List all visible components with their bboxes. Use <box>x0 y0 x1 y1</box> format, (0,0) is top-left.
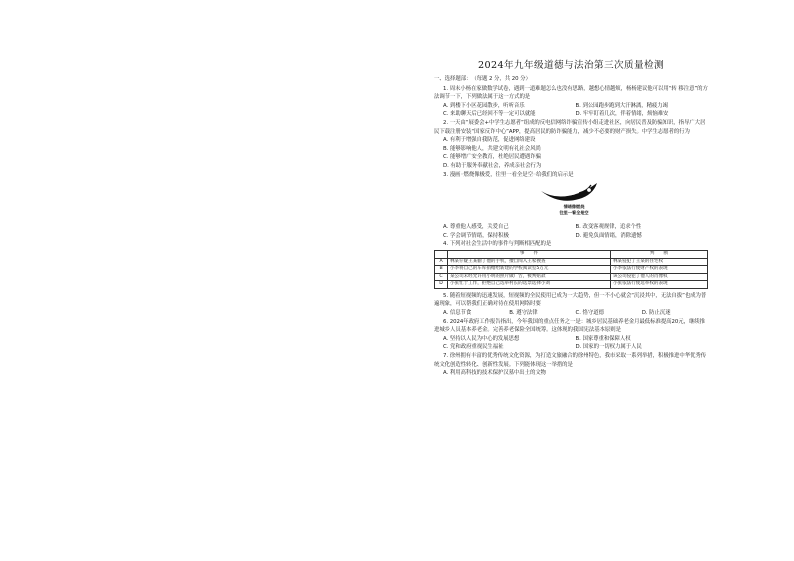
option-d: D. 避免负面情绪，消除遗憾 <box>575 232 642 239</box>
exam-title: 2024年九年级道德与法治第三次质量检测 <box>478 60 664 71</box>
option-a: A. 信息节食 <box>443 310 472 317</box>
option-d: D. 防止沉迷 <box>641 310 671 317</box>
row-event: 小张忙于工作，拒绝自己选举村长的选票选择小刘 <box>448 281 611 289</box>
row-letter: A <box>435 258 448 266</box>
caption-line-1: 情绪像燃烧 <box>563 204 585 210</box>
option-b: B. 国家尊重和保障人权 <box>575 335 631 342</box>
row-letter: B <box>435 266 448 274</box>
caption-line-2: 往里一看全是空 <box>559 210 589 216</box>
option-c: C. 来助聊天后已经回不等一定可以就能 <box>443 111 536 118</box>
cartoon-illustration <box>539 181 603 205</box>
option-a: A. 坚持以人民为中心的发展思想 <box>443 335 520 342</box>
table-header-event: 事 件 <box>448 250 611 258</box>
option-c: C. 学会调节情绪，保持积极 <box>443 232 509 239</box>
question-4-stem: 4. 下列对社会生活中的事件与判断相匹配的是 <box>443 241 552 248</box>
question-1-options-row2 <box>434 110 708 119</box>
option-c: C. 恪守道德 <box>575 310 604 317</box>
row-letter: C <box>435 273 448 281</box>
row-judgement: 林某侵犯了王某的住宅权 <box>611 258 708 266</box>
question-2-stem: 2. 一天由“展委会+中学生志愿者”组成的反电信网络诈骗宣传小组走进社区，向居民普及防骗知识，指导广大居民下载注册安装“国家反诈中心”APP，提高居民的防诈骗能力，减少不必要的财产损失。中学生志愿者的行为 <box>434 119 706 135</box>
section-heading: 一、选择题部： （每题 2 分，共 20 分） <box>434 76 531 82</box>
question-1-options-row1 <box>434 102 708 111</box>
row-judgement: 小李依法行使财产权的表现 <box>611 266 708 274</box>
row-event: 某公司未经允许用小明的照片做广告，被判赔款 <box>448 273 611 281</box>
question-6-stem: 6. 2024年政府工作报告指出，今年我国的重点任务之一是：城乡居民基础养老金月最低标准提高20元，继续推进城乡人员基本养老金。完善养老保险全国统筹。这体现的我国宪法基本原则是 <box>434 318 705 334</box>
option-b: B. 改变客观规律，追求个性 <box>575 224 642 231</box>
question-3-options-row1 <box>434 223 708 232</box>
row-event: 林某仔疑王某偷了他的手机，擅自闯入王家搜查 <box>448 258 611 266</box>
row-letter: D <box>435 281 448 289</box>
option-a: A. 尊重他人感受，关爱自己 <box>443 224 509 231</box>
table-row <box>435 258 708 266</box>
question-7-stem: 7. 徐州拥有丰富的优秀传统文化资源，为打造文旅融合的徐州特色，我市采取一系列举措，积极推进中华优秀传统文化创造性转化、创新性发展。下列能体现这一举措的是 <box>434 353 707 368</box>
option-b: B. 到公园跑步跑到大汗淋漓，精疲力竭 <box>575 102 668 109</box>
option-a: A. 有利于增强自我防范，促进网络建设 <box>443 137 536 144</box>
row-judgement: 小张依法行使选举权的表现 <box>611 281 708 289</box>
row-event: 小李将自己的车库捐赠给新建的学校阅读室5万元 <box>448 266 611 274</box>
cartoon-figure <box>434 179 708 223</box>
cartoon-caption <box>546 204 602 216</box>
table-header-judgement: 判 断 <box>611 250 708 258</box>
question-5-stem: 5. 随着短视频的迅速发展，短视频的全民使用已成为一大趋势，但一不小心就会“沉浸其中，无法自拔”也成为普遍现象，可以帮我们正确对待在使用网络时要 <box>434 292 707 308</box>
table-row <box>435 281 708 289</box>
question-5-options <box>434 309 708 318</box>
table-row <box>435 273 708 281</box>
option-a: A. 利用高科技的技术保护汉墓中出土的文物 <box>443 370 547 377</box>
event-judgement-table <box>434 250 708 289</box>
question-1-stem: 1. 周末小杨在家做数学试卷，遇到一道难题怎么也没有思路，越想心情越烦，杨杨建议他可以用“转 移注意”的方法调节一下，下列做法属于这一方式的是 <box>434 85 708 101</box>
table-header-blank <box>435 250 448 258</box>
option-d: D. 牢牢盯着几次，伴着情绪，烦恼难安 <box>575 111 669 118</box>
question-6-options-row1 <box>434 335 708 344</box>
option-c: C. 能够增广安全教育，杜绝居民遭遇诈骗 <box>443 154 541 161</box>
option-a: A. 到楼下小区花园散步，听听音乐 <box>443 102 525 109</box>
table-header-row <box>435 250 708 258</box>
question-3-stem: 3. 漫画◦燃烧像极爱，往里一看全是空◦给我们的启示是 <box>443 171 574 178</box>
row-judgement: 该公司侵犯了他人的肖像权 <box>611 273 708 281</box>
question-6-options-row2 <box>434 343 708 352</box>
table-row <box>435 266 708 274</box>
option-d: D. 国家的一切权力属于人民 <box>575 344 642 351</box>
option-d: D. 有助于服务奉献社会，养成亲社会行为 <box>443 162 542 169</box>
question-3-options-row2 <box>434 232 708 241</box>
option-c: C. 党和政府重视民生福祉 <box>443 344 504 351</box>
option-b: B. 遵守法律 <box>509 310 538 317</box>
option-b: B. 能够影响他人，共建文明有礼社会风尚 <box>443 145 541 152</box>
exam-sheet <box>434 60 708 378</box>
